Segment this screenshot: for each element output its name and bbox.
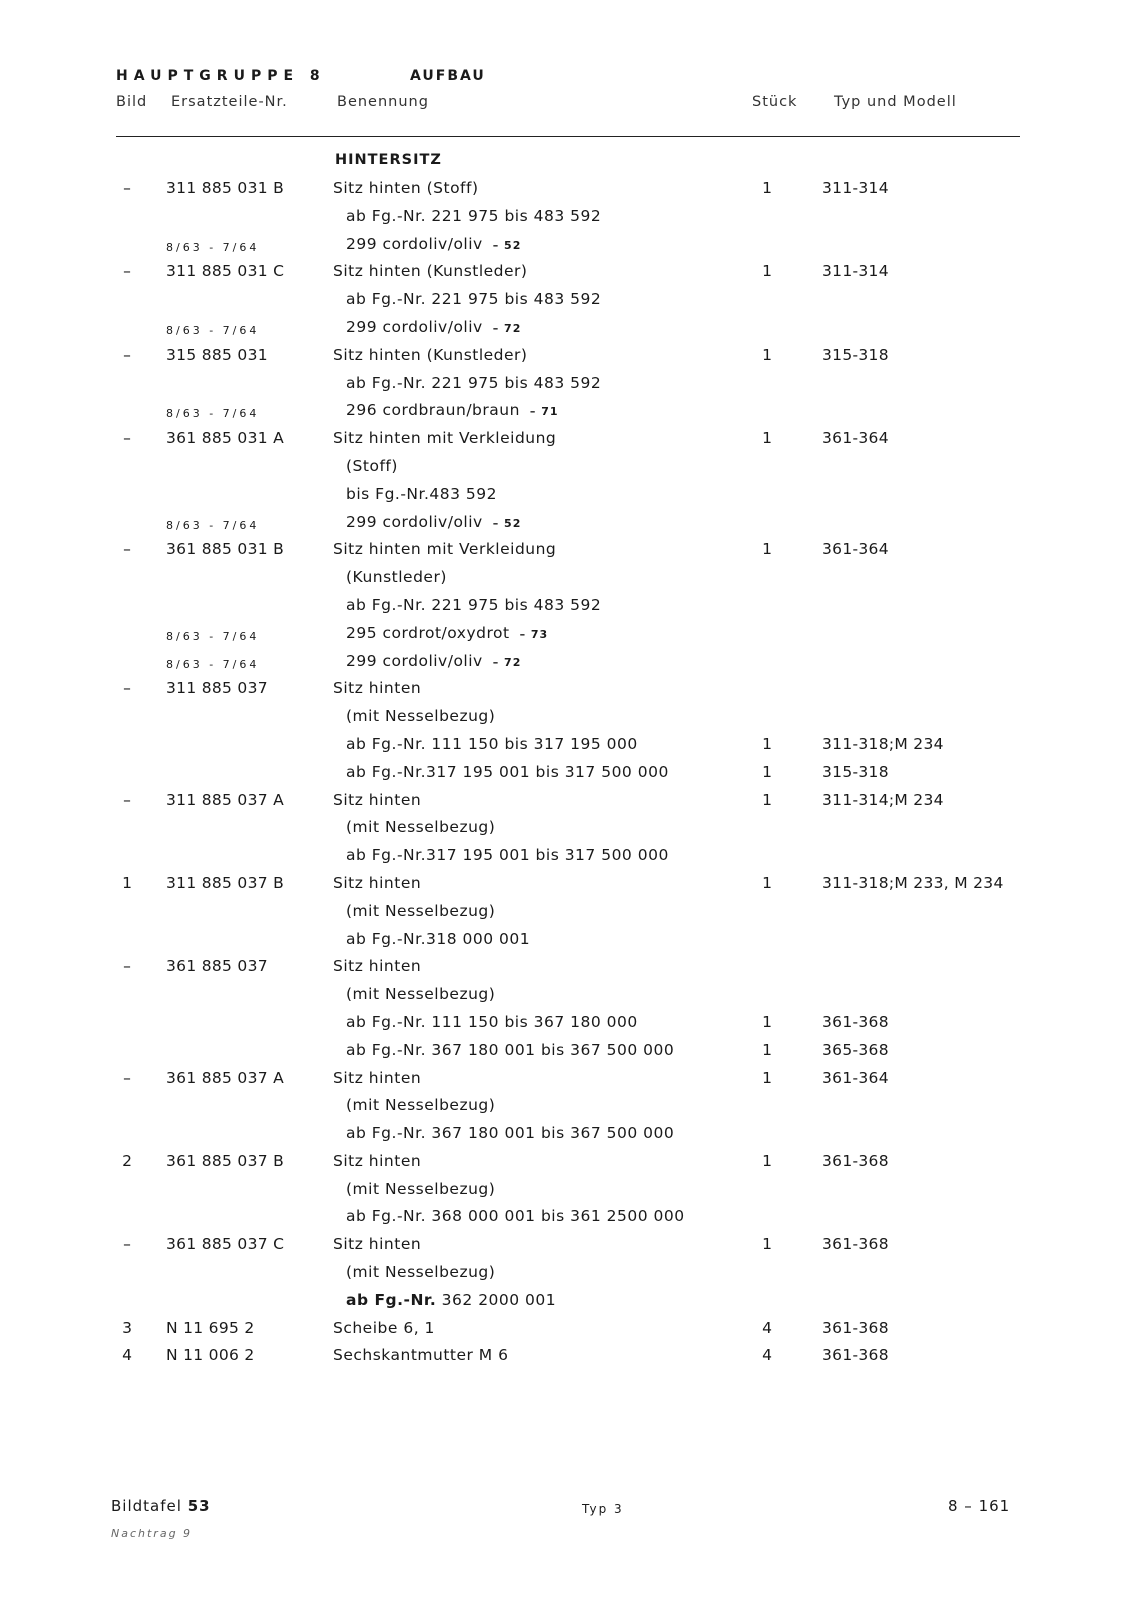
type-model-cell: 311-318;M 234 (822, 734, 944, 753)
table-row (0, 1011, 1133, 1039)
description-text: 299 cordoliv/oliv (346, 512, 483, 531)
part-number-cell: 315 885 031 (166, 345, 268, 364)
description-cell (346, 1013, 638, 1031)
column-header-ersatzteile-nr: Ersatzteile-Nr. (171, 94, 288, 110)
quantity-cell: 1 (762, 790, 772, 809)
description-cell (346, 1207, 685, 1225)
description-cell (346, 707, 495, 725)
table-row (0, 733, 1133, 761)
description-cell (346, 985, 495, 1003)
description-text: ab Fg.-Nr. 111 150 bis 367 180 000 (346, 1012, 638, 1031)
type-model-cell: 361-368 (822, 1346, 889, 1365)
table-row (0, 1094, 1133, 1122)
bild-cell: – (123, 540, 131, 559)
type-model-cell: 315-318 (822, 345, 889, 364)
description-cell (346, 1041, 674, 1059)
description-text: (mit Nesselbezug) (346, 901, 496, 920)
type-model-cell: 361-368 (822, 1235, 889, 1254)
table-row (0, 650, 1133, 678)
description-text: Sitz hinten (333, 1235, 422, 1254)
column-header-bild: Bild (116, 94, 148, 110)
description-text: 295 cordrot/oxydrot (346, 623, 510, 642)
description-text: ab Fg.-Nr. 221 975 bis 483 592 (346, 290, 602, 309)
description-cell (333, 1319, 435, 1337)
type-model-cell: 361-368 (822, 1012, 889, 1031)
table-row (0, 1289, 1133, 1317)
part-number-cell: 361 885 037 (166, 957, 268, 976)
part-number-cell: 311 885 037 (166, 679, 268, 698)
description-text: (mit Nesselbezug) (346, 1263, 496, 1282)
description-cell (333, 179, 479, 197)
part-number-cell: 8/63 - 7/64 (166, 240, 260, 254)
table-row (0, 1261, 1133, 1289)
main-group-title: HAUPTGRUPPE 8 (116, 68, 326, 84)
description-cell (346, 596, 601, 614)
description-text: Sitz hinten (333, 957, 422, 976)
color-code: – 72 (492, 321, 522, 335)
part-number-cell: 8/63 - 7/64 (166, 518, 260, 532)
table-row (0, 1178, 1133, 1206)
bild-cell: 2 (122, 1151, 132, 1170)
description-text: ab Fg.-Nr.318 000 001 (346, 929, 531, 948)
table-row (0, 872, 1133, 900)
description-text: (Stoff) (346, 456, 398, 475)
description-text: ab Fg.-Nr.317 195 001 bis 317 500 000 (346, 846, 669, 865)
description-text: ab Fg.-Nr. 367 180 001 bis 367 500 000 (346, 1124, 675, 1143)
description-cell (333, 540, 556, 558)
quantity-cell: 1 (762, 734, 772, 753)
quantity-cell: 1 (762, 873, 772, 892)
header-rule (116, 136, 1020, 137)
description-cell (346, 1096, 495, 1114)
description-cell (346, 902, 495, 920)
description-cell (333, 429, 556, 447)
description-text: Sitz hinten (333, 1068, 422, 1087)
quantity-cell: 4 (762, 1346, 772, 1365)
quantity-cell: 1 (762, 762, 772, 781)
bildtafel-text: Bildtafel (111, 1497, 182, 1515)
color-code: – 73 (519, 627, 549, 641)
description-cell (346, 652, 521, 670)
description-cell (333, 791, 421, 809)
description-text: Sitz hinten mit Verkleidung (333, 540, 557, 559)
table-row (0, 955, 1133, 983)
type-model-cell: 311-314;M 234 (822, 790, 944, 809)
part-number-cell: 361 885 031 B (166, 540, 285, 559)
table-row (0, 1317, 1133, 1345)
column-header-stueck: Stück (752, 94, 798, 110)
table-row (0, 1150, 1133, 1178)
type-model-cell: 311-314 (822, 179, 889, 197)
column-header-benennung: Benennung (337, 94, 429, 110)
part-number-cell: 311 885 031 C (166, 262, 285, 281)
description-cell (346, 930, 530, 948)
nachtrag-note: Nachtrag 9 (111, 1527, 193, 1540)
description-text: ab Fg.-Nr. 367 180 001 bis 367 500 000 (346, 1040, 675, 1059)
color-code: – 71 (529, 405, 559, 419)
bild-cell: – (123, 345, 131, 364)
table-row (0, 344, 1133, 372)
table-row (0, 511, 1133, 539)
description-text: (mit Nesselbezug) (346, 1179, 496, 1198)
description-text: Sitz hinten (333, 873, 422, 892)
description-text: (Kunstleder) (346, 568, 447, 587)
table-row (0, 1233, 1133, 1261)
table-row (0, 288, 1133, 316)
quantity-cell: 1 (762, 262, 772, 281)
bildtafel-number: 53 (187, 1497, 211, 1515)
description-cell (346, 290, 601, 308)
bild-cell: – (123, 790, 131, 809)
description-cell (346, 513, 521, 531)
description-cell (346, 207, 601, 225)
part-number-cell: 361 885 031 A (166, 429, 285, 448)
description-cell (333, 262, 527, 280)
description-cell (346, 485, 497, 503)
quantity-cell: 1 (762, 1040, 772, 1059)
bild-cell: – (123, 179, 131, 197)
group-subtitle: AUFBAU (410, 68, 486, 84)
table-row (0, 1344, 1133, 1372)
description-text: (mit Nesselbezug) (346, 818, 496, 837)
quantity-cell: 1 (762, 179, 772, 197)
description-text: Scheibe 6, 1 (333, 1318, 435, 1337)
type-model-cell: 311-318;M 233, M 234 (822, 873, 1004, 892)
part-number-cell: 8/63 - 7/64 (166, 629, 260, 643)
description-cell (346, 374, 601, 392)
description-cell (346, 1124, 674, 1142)
description-cell (346, 624, 548, 642)
description-text: bis Fg.-Nr.483 592 (346, 484, 497, 503)
description-text: Sitz hinten (333, 1151, 422, 1170)
description-cell (333, 346, 527, 364)
description-text: Sitz hinten (Kunstleder) (333, 262, 528, 281)
table-row (0, 705, 1133, 733)
description-cell (333, 1152, 421, 1170)
description-text: ab Fg.-Nr. 368 000 001 bis 361 2500 000 (346, 1207, 685, 1226)
table-row (0, 1067, 1133, 1095)
type-model-cell: 361-364 (822, 429, 889, 448)
description-cell (333, 874, 421, 892)
description-cell (346, 763, 669, 781)
description-text: (mit Nesselbezug) (346, 707, 496, 726)
description-text: Sitz hinten (333, 790, 422, 809)
quantity-cell: 1 (762, 540, 772, 559)
type-model-cell: 311-314 (822, 262, 889, 281)
table-row (0, 372, 1133, 400)
typ-label: Typ 3 (582, 1502, 624, 1516)
description-bold: ab Fg.-Nr. (346, 1290, 437, 1309)
description-text: Sitz hinten (Stoff) (333, 179, 479, 197)
part-number-cell: 8/63 - 7/64 (166, 407, 260, 421)
part-number-cell: 8/63 - 7/64 (166, 323, 260, 337)
description-text: 299 cordoliv/oliv (346, 651, 483, 670)
part-number-cell: N 11 695 2 (166, 1318, 255, 1337)
bild-cell: – (123, 957, 131, 976)
description-text: ab Fg.-Nr. 221 975 bis 483 592 (346, 206, 602, 225)
table-row (0, 399, 1133, 427)
part-number-cell: 361 885 037 A (166, 1068, 285, 1087)
quantity-cell: 1 (762, 1012, 772, 1031)
part-number-cell: 311 885 031 B (166, 179, 285, 197)
bild-cell: – (123, 429, 131, 448)
quantity-cell: 1 (762, 429, 772, 448)
table-row (0, 928, 1133, 956)
table-row (0, 622, 1133, 650)
bild-cell: – (123, 1235, 131, 1254)
part-number-cell: 8/63 - 7/64 (166, 657, 260, 671)
description-text: 299 cordoliv/oliv (346, 234, 483, 253)
color-code: – 52 (492, 516, 522, 530)
part-number-cell: 361 885 037 B (166, 1151, 285, 1170)
description-cell (333, 1235, 421, 1253)
description-text: ab Fg.-Nr. 111 150 bis 317 195 000 (346, 734, 638, 753)
table-row (0, 983, 1133, 1011)
description-cell (346, 401, 559, 419)
type-model-cell: 361-364 (822, 540, 889, 559)
table-row (0, 1039, 1133, 1067)
description-text: 362 2000 001 (436, 1290, 557, 1309)
type-model-cell: 361-368 (822, 1318, 889, 1337)
table-row (0, 789, 1133, 817)
part-number-cell: 361 885 037 C (166, 1235, 285, 1254)
description-cell (333, 957, 421, 975)
type-model-cell: 361-368 (822, 1151, 889, 1170)
bild-cell: 1 (122, 873, 132, 892)
table-row (0, 177, 1133, 205)
description-text: ab Fg.-Nr. 221 975 bis 483 592 (346, 373, 602, 392)
color-code: – 72 (492, 655, 522, 669)
bild-cell: 4 (122, 1346, 132, 1365)
bild-cell: – (123, 1068, 131, 1087)
section-title: HINTERSITZ (335, 152, 442, 168)
quantity-cell: 1 (762, 1151, 772, 1170)
bild-cell: – (123, 262, 131, 281)
table-row (0, 900, 1133, 928)
description-text: Sechskantmutter M 6 (333, 1346, 509, 1365)
description-text: ab Fg.-Nr. 221 975 bis 483 592 (346, 595, 602, 614)
description-cell (333, 679, 421, 697)
description-cell (346, 1263, 495, 1281)
type-model-cell: 315-318 (822, 762, 889, 781)
description-cell (333, 1346, 508, 1364)
parts-table (0, 177, 1133, 1372)
description-cell (333, 1069, 421, 1087)
description-text: (mit Nesselbezug) (346, 1096, 496, 1115)
description-cell (346, 735, 638, 753)
type-model-cell: 365-368 (822, 1040, 889, 1059)
quantity-cell: 4 (762, 1318, 772, 1337)
table-row (0, 844, 1133, 872)
table-row (0, 260, 1133, 288)
page-number: 8 – 161 (948, 1497, 1011, 1515)
table-row (0, 566, 1133, 594)
part-number-cell: N 11 006 2 (166, 1346, 255, 1365)
table-row (0, 594, 1133, 622)
description-text: Sitz hinten (333, 679, 422, 698)
quantity-cell: 1 (762, 1235, 772, 1254)
description-cell (346, 457, 398, 475)
bildtafel-label (111, 1497, 211, 1515)
part-number-cell: 311 885 037 A (166, 790, 285, 809)
table-row (0, 538, 1133, 566)
type-model-cell: 361-364 (822, 1068, 889, 1087)
quantity-cell: 1 (762, 345, 772, 364)
bild-cell: – (123, 679, 131, 698)
table-row (0, 316, 1133, 344)
description-text: 296 cordbraun/braun (346, 401, 520, 420)
table-row (0, 483, 1133, 511)
description-cell (346, 1180, 495, 1198)
description-text: 299 cordoliv/oliv (346, 317, 483, 336)
column-header-typ-und-modell: Typ und Modell (834, 94, 957, 110)
description-cell (346, 846, 669, 864)
part-number-cell: 311 885 037 B (166, 873, 285, 892)
table-row (0, 1122, 1133, 1150)
description-cell (346, 235, 521, 253)
description-text: ab Fg.-Nr.317 195 001 bis 317 500 000 (346, 762, 669, 781)
table-row (0, 427, 1133, 455)
table-row (0, 677, 1133, 705)
table-row (0, 233, 1133, 261)
table-row (0, 761, 1133, 789)
description-cell (346, 1291, 556, 1309)
description-text: Sitz hinten mit Verkleidung (333, 429, 557, 448)
description-cell (346, 568, 447, 586)
description-cell (346, 818, 495, 836)
bild-cell: 3 (122, 1318, 132, 1337)
description-cell (346, 318, 521, 336)
color-code: – 52 (492, 238, 522, 252)
description-text: (mit Nesselbezug) (346, 985, 496, 1004)
table-row (0, 205, 1133, 233)
description-text: Sitz hinten (Kunstleder) (333, 345, 528, 364)
table-row (0, 1205, 1133, 1233)
table-row (0, 816, 1133, 844)
quantity-cell: 1 (762, 1068, 772, 1087)
table-row (0, 455, 1133, 483)
